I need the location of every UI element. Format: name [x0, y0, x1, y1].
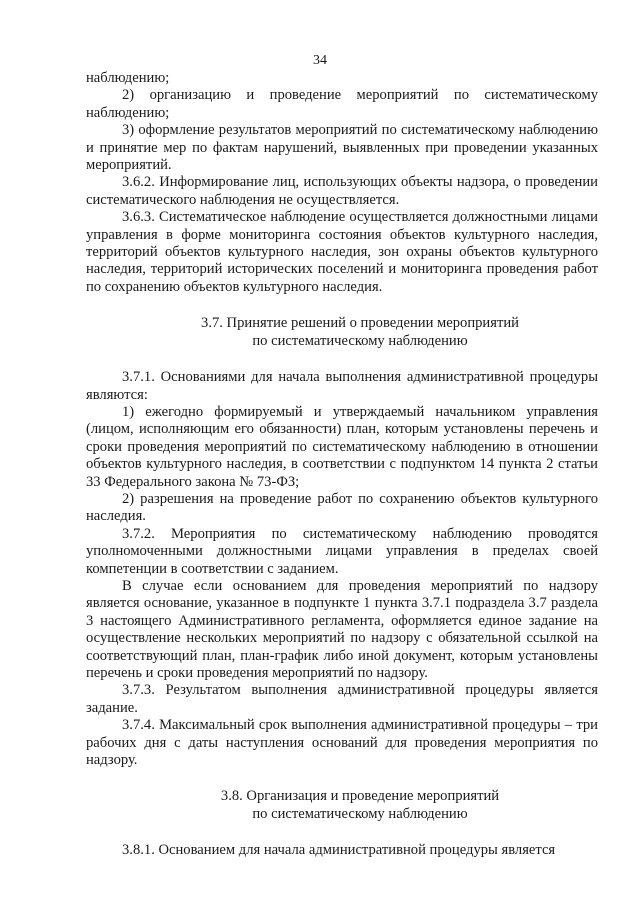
paragraph: 1) ежегодно формируемый и утверждаемый начальником управления (лицом, исполняющим его обязанности) план, которым установлены перечень и сроки проведения мероприятий по систематическому наблюдению в отношении объектов культурного наследия, в соответствии с подпунктом 14 пункта 2 статьи 33 Федерального закона № 73-ФЗ; — [86, 403, 598, 490]
paragraph: 3.7.3. Результатом выполнения административной процедуры является задание. — [86, 682, 598, 716]
paragraph: 3.7.1. Основаниями для начала выполнения административной процедуры являются: — [86, 369, 598, 403]
document-body — [86, 70, 598, 860]
paragraph: 3) оформление результатов мероприятий по систематическому наблюдению и принятие мер по фактам нарушений, выявленных при проведении указанных мероприятий. — [86, 122, 598, 174]
paragraph: 3.6.3. Систематическое наблюдение осуществляется должностными лицами управления в форме мониторинга состояния объектов культурного наследия, территорий объектов культурного наследия, зон охраны объектов культурного наследия, территорий исторических поселений и мониторинга проведения работ по сохранению объектов культурного наследия. — [86, 209, 598, 295]
paragraph: наблюдению; — [86, 70, 170, 86]
paragraph: 2) разрешения на проведение работ по сохранению объектов культурного наследия. — [86, 490, 598, 525]
page-number: 34 — [313, 53, 327, 68]
section-heading-3-8-line-1: 3.8. Организация и проведение мероприятий — [220, 788, 500, 805]
paragraph: 2) организацию и проведение мероприятий по систематическому наблюдению; — [86, 87, 598, 121]
paragraph: 3.7.4. Максимальный срок выполнения административной процедуры – три рабочих дня с даты наступления оснований для проведения мероприятия по надзору. — [86, 717, 598, 769]
section-heading-3-8-line-2: по систематическому наблюдению — [252, 805, 468, 822]
paragraph: 3.8.1. Основанием для начала административной процедуры является — [122, 842, 556, 859]
paragraph: 3.6.2. Информирование лиц, использующих объекты надзора, о проведении систематического наблюдения не осуществляется. — [86, 174, 598, 208]
section-heading-3-7-line-2: по систематическому наблюдению — [252, 332, 468, 349]
paragraph: 3.7.2. Мероприятия по систематическому наблюдению проводятся уполномоченными должностными лицами управления в пределах своей компетенции в соответствии с заданием. — [86, 525, 598, 577]
paragraph: В случае если основанием для проведения мероприятий по надзору является основание, указанное в подпункте 1 пункта 3.7.1 подраздела 3.7 раздела 3 настоящего Административного регламента, оформляется единое задание на осуществление нескольких мероприятий по надзору с обязательной ссылкой на соответствующий план, план-график либо иной документ, которым установлены перечень и сроки проведения мероприятий по надзору. — [86, 577, 598, 681]
section-heading-3-7-line-1: 3.7. Принятие решений о проведении мероприятий — [201, 315, 519, 332]
